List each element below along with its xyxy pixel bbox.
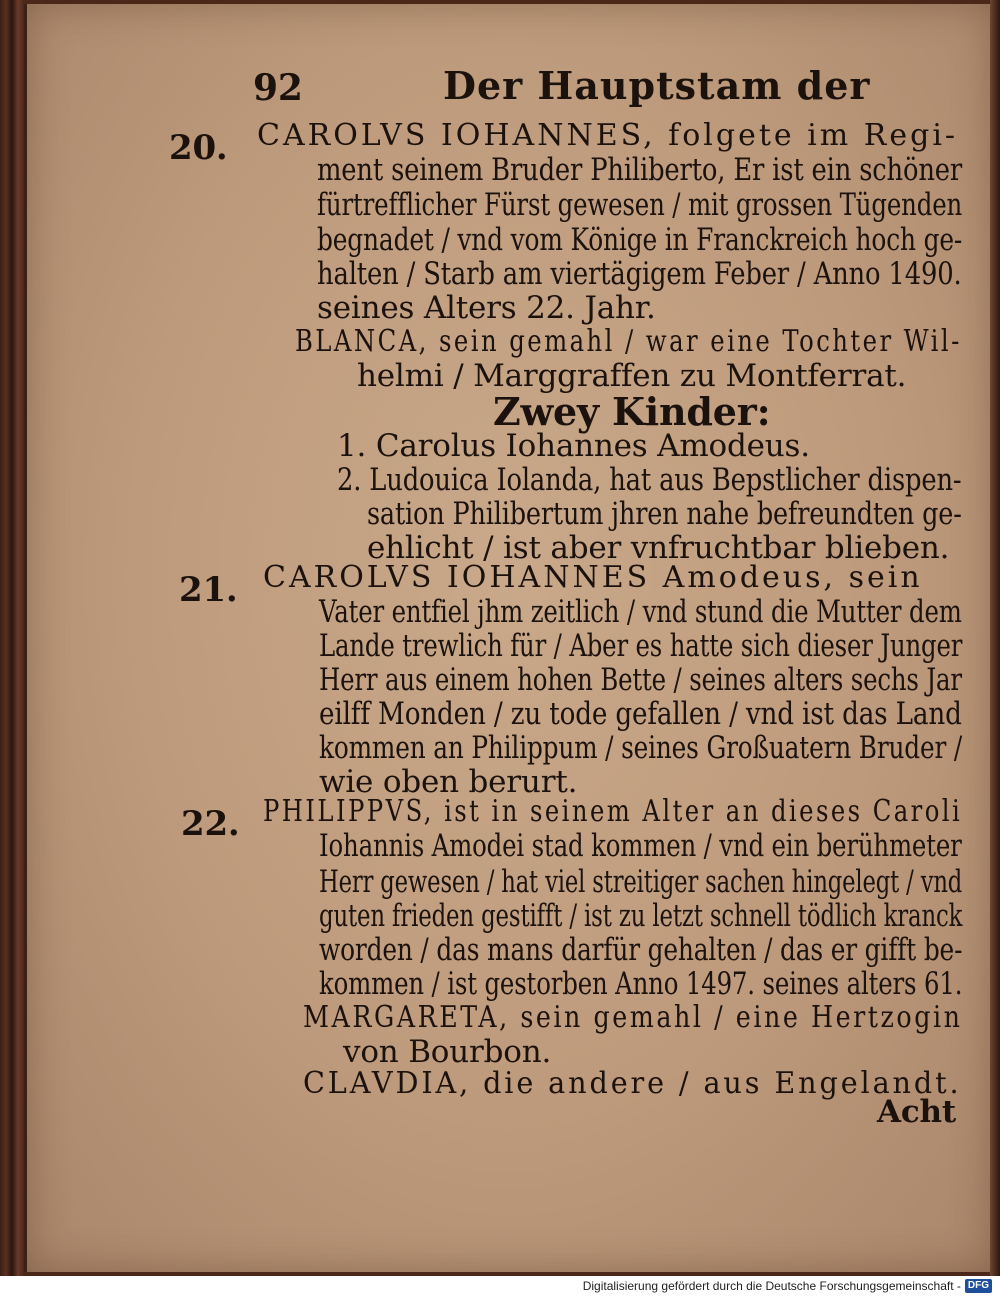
entry-21-line-6: kommen an Philippum / seines Großuatern Bruder / — [319, 730, 963, 766]
page-edge — [990, 0, 1000, 1276]
entry-number-20: 20. — [169, 128, 228, 168]
entry-21-line-5: eilff Monden / zu tode gefallen / vnd ist das Land — [319, 696, 962, 732]
entry-22-line-6: kommen / ist gestorben Anno 1497. seines alters 61. — [319, 966, 963, 1002]
entry-22-line-5: worden / das mans darfür gehalten / das er gifft be- — [319, 932, 963, 968]
entry-20-line-6: seines Alters 22. Jahr. — [317, 290, 656, 326]
book-page — [24, 4, 993, 1272]
entry-21-line-7: wie oben berurt. — [319, 764, 578, 800]
entry-20-line-1: CAROLVS IOHANNES, folgete im Regi- — [257, 118, 959, 153]
running-title: Der Hauptstam der — [443, 63, 871, 108]
entry-20-line-3: fürtrefflicher Fürst gewesen / mit grossen Tügenden — [317, 187, 963, 223]
child-1: 1. Carolus Iohannes Amodeus. — [337, 428, 810, 464]
digitization-footer — [0, 1276, 1000, 1296]
entry-22-spouse-line-3: CLAVDIA, die andere / aus Engelandt. — [303, 1066, 962, 1101]
entry-22-spouse-line-2: von Bourbon. — [343, 1034, 552, 1070]
catchword: Acht — [877, 1094, 956, 1130]
entry-20-spouse-line-2: helmi / Marggraffen zu Montferrat. — [357, 358, 907, 394]
page-number: 92 — [253, 67, 303, 109]
entry-22-line-3: Herr gewesen / hat viel streitiger sachen hingelegt / vnd — [319, 864, 963, 900]
entry-21-line-2: Vater entfiel jhm zeitlich / vnd stund die Mutter dem — [319, 594, 962, 630]
entry-20-line-2: ment seinem Bruder Philiberto, Er ist ein schöner — [317, 152, 963, 188]
footer-credit: Digitalisierung gefördert durch die Deutsche Forschungsgemeinschaft - — [582, 1279, 961, 1293]
entry-22-line-4: guten frieden gestifft / ist zu letzt schnell tödlich kranck — [319, 898, 963, 934]
entry-21-line-4: Herr aus einem hohen Bette / seines alters sechs Jar — [319, 662, 962, 698]
entry-number-22: 22. — [181, 804, 240, 844]
entry-number-21: 21. — [179, 570, 238, 610]
child-2-line-2: sation Philibertum jhren nahe befreundten ge- — [367, 496, 962, 532]
entry-22-line-2: Iohannis Amodei stad kommen / vnd ein berühmeter — [319, 828, 962, 864]
children-heading: Zwey Kinder: — [493, 389, 771, 434]
entry-22-spouse-line-1: MARGARETA, sein gemahl / eine Hertzogin — [303, 1000, 963, 1035]
dfg-logo-icon: DFG — [965, 1279, 992, 1293]
entry-21-line-3: Lande trewlich für / Aber es hatte sich dieser Junger — [319, 628, 963, 664]
entry-22-line-1: PHILIPPVS, ist in seinem Alter an dieses Caroli — [263, 794, 963, 829]
entry-21-line-1: CAROLVS IOHANNES Amodeus, sein — [263, 560, 923, 595]
child-2-line-1: 2. Ludouica Iolanda, hat aus Bepstlicher dispen- — [337, 462, 962, 498]
entry-20-line-4: begnadet / vnd vom Könige in Franckreich hoch ge- — [317, 222, 963, 258]
entry-20-spouse-line-1: BLANCA, sein gemahl / war eine Tochter Wil- — [295, 324, 962, 359]
entry-20-line-5: halten / Starb am viertägigem Feber / Anno 1490. — [317, 256, 962, 292]
child-2-line-3: ehlicht / ist aber vnfruchtbar blieben. — [367, 530, 950, 566]
